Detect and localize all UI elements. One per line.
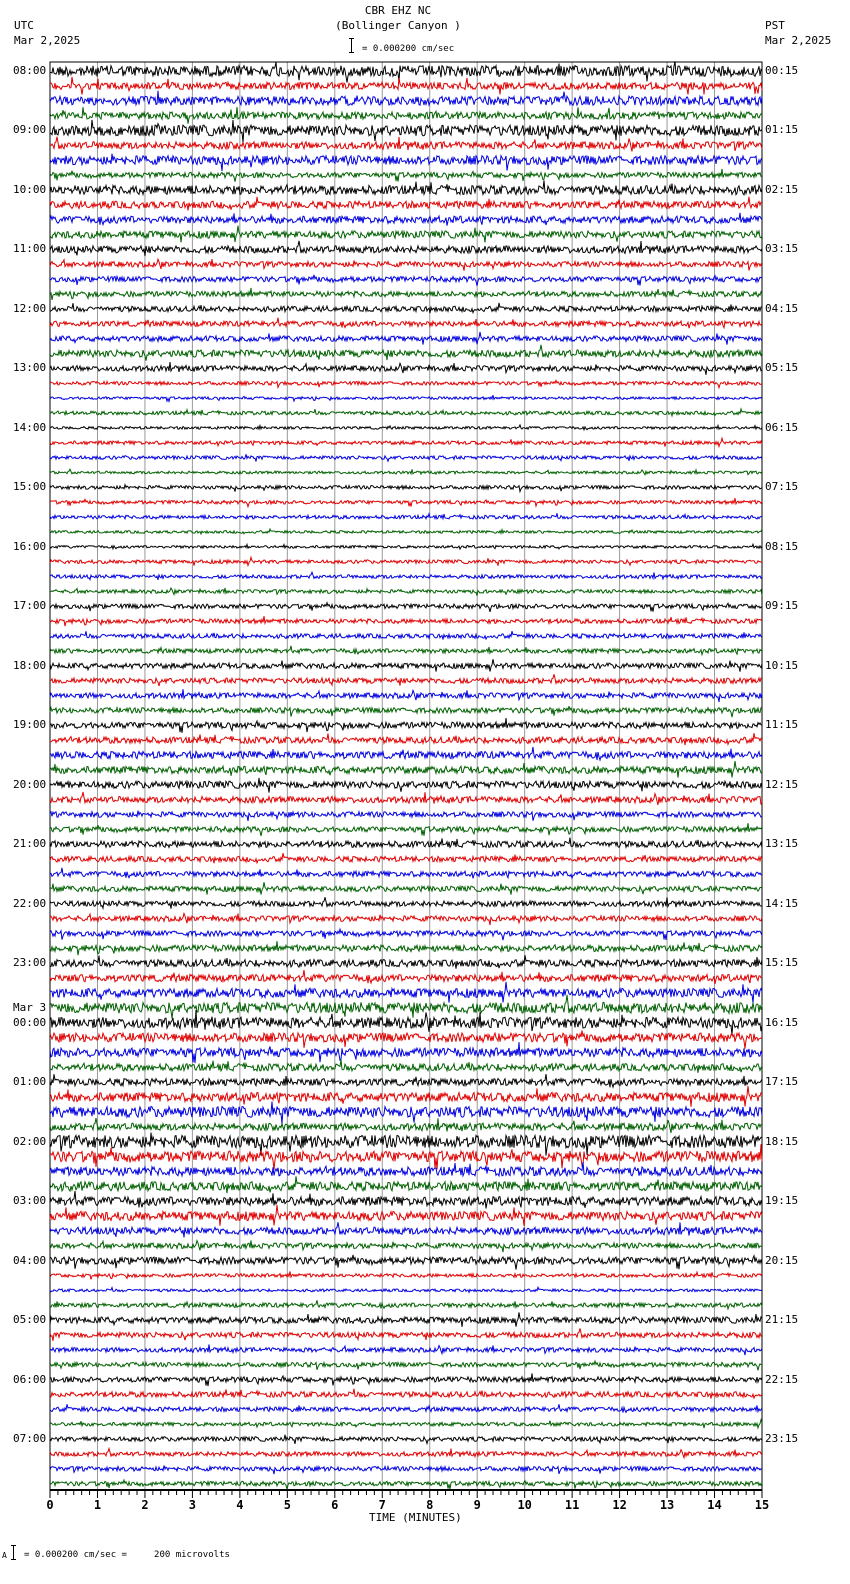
station-name: (Bollinger Canyon )	[335, 19, 461, 32]
seismic-trace	[50, 588, 762, 596]
right-timezone: PST	[765, 19, 785, 32]
utc-hour-label: 23:00	[13, 956, 47, 970]
seismic-trace	[50, 1449, 762, 1458]
pst-hour-label: 12:15	[765, 777, 799, 791]
x-tick-label: 7	[378, 1498, 386, 1512]
seismic-trace	[50, 689, 762, 702]
seismic-trace	[50, 1328, 762, 1340]
x-tick-label: 13	[659, 1498, 675, 1512]
seismic-trace	[50, 425, 762, 430]
seismic-trace	[50, 929, 762, 940]
pst-hour-label: 00:15	[765, 64, 799, 77]
seismic-trace	[50, 303, 762, 313]
pst-hour-label: 17:15	[765, 1075, 799, 1089]
seismic-trace	[50, 345, 762, 361]
seismic-trace	[50, 438, 762, 446]
utc-hour-label: 07:00	[13, 1432, 47, 1446]
utc-hour-label: 09:00	[13, 123, 47, 137]
pst-hour-label: 20:15	[765, 1253, 799, 1267]
seismic-trace	[50, 747, 762, 760]
seismic-trace	[50, 1345, 762, 1356]
pst-hour-label: 21:15	[765, 1313, 799, 1327]
date-change-label: Mar 3	[13, 1000, 47, 1014]
pst-hour-label: 02:15	[765, 182, 799, 196]
x-tick-label: 10	[517, 1498, 532, 1512]
utc-hour-label: 10:00	[13, 182, 47, 196]
seismic-trace	[50, 226, 762, 243]
right-date: Mar 2,2025	[765, 34, 832, 47]
seismic-trace	[50, 1176, 762, 1193]
utc-hour-label: 15:00	[13, 480, 47, 494]
seismic-trace	[50, 659, 762, 672]
seismic-trace	[50, 137, 762, 152]
pst-hour-label: 22:15	[765, 1372, 799, 1386]
pst-hour-label: 16:15	[765, 1015, 799, 1029]
seismic-trace	[50, 1287, 762, 1292]
seismic-trace	[50, 838, 762, 848]
seismic-trace	[50, 913, 762, 925]
seismic-trace	[50, 631, 762, 639]
seismic-trace	[50, 1074, 762, 1087]
pst-hour-label: 13:15	[765, 837, 799, 851]
seismic-trace	[50, 380, 762, 387]
seismic-trace	[50, 1389, 762, 1399]
x-tick-label: 12	[612, 1498, 627, 1512]
x-tick-label: 5	[283, 1498, 291, 1512]
seismic-trace	[50, 1144, 762, 1170]
x-tick-label: 3	[188, 1498, 197, 1512]
seismic-trace	[50, 811, 762, 821]
seismic-trace	[50, 1312, 762, 1326]
seismic-trace	[50, 529, 762, 534]
seismic-trace	[50, 318, 762, 329]
seismic-trace	[50, 169, 762, 182]
seismic-trace	[50, 454, 762, 461]
seismic-trace	[50, 91, 762, 105]
seismic-trace	[50, 995, 762, 1019]
utc-hour-label: 01:00	[13, 1075, 47, 1089]
seismic-trace	[50, 1373, 762, 1386]
seismic-trace	[50, 1404, 762, 1412]
x-tick-label: 9	[473, 1498, 481, 1512]
seismic-trace	[50, 395, 762, 401]
seismic-trace	[50, 1420, 762, 1428]
seismic-trace	[50, 853, 762, 863]
utc-hour-label: 05:00	[13, 1313, 47, 1327]
station-title: CBR EHZ NC	[364, 4, 432, 17]
x-tick-label: 4	[236, 1498, 244, 1512]
x-tick-label: 6	[331, 1498, 339, 1512]
utc-hour-label: 18:00	[13, 658, 47, 672]
utc-hour-label: 14:00	[13, 420, 47, 434]
x-tick-label: 0	[46, 1498, 54, 1512]
seismic-trace	[50, 718, 762, 733]
seismic-trace	[50, 1060, 762, 1073]
seismic-trace	[50, 1435, 762, 1444]
seismic-trace	[50, 1162, 762, 1176]
x-tick-label: 8	[426, 1498, 434, 1512]
seismic-trace	[50, 61, 762, 82]
seismic-trace	[50, 1271, 762, 1279]
seismic-trace	[50, 180, 762, 194]
seismic-trace	[50, 1102, 762, 1124]
pst-hour-label: 05:15	[765, 361, 799, 375]
utc-hour-label: 02:00	[13, 1134, 47, 1148]
seismic-trace	[50, 498, 762, 507]
seismic-trace	[50, 362, 762, 375]
seismic-trace	[50, 485, 762, 492]
pst-hour-label: 06:15	[765, 420, 799, 434]
seismic-trace	[50, 1030, 762, 1048]
seismic-trace	[50, 792, 762, 805]
seismic-trace	[50, 1300, 762, 1309]
utc-hour-label: 06:00	[13, 1372, 47, 1386]
seismic-trace	[50, 213, 762, 226]
utc-hour-label: 08:00	[13, 64, 47, 77]
seismic-trace	[50, 603, 762, 612]
seismic-trace	[50, 1191, 762, 1209]
seismic-trace	[50, 1042, 762, 1063]
utc-hour-label: 16:00	[13, 539, 47, 553]
seismic-trace	[50, 275, 762, 286]
seismic-trace	[50, 1480, 762, 1489]
pst-hour-label: 19:15	[765, 1194, 799, 1208]
left-date: Mar 2,2025	[14, 34, 81, 47]
seismic-trace	[50, 288, 762, 300]
seismic-trace	[50, 882, 762, 895]
utc-hour-label: 00:00	[13, 1015, 47, 1029]
seismic-trace	[50, 154, 762, 171]
footer-scale-bar-icon	[10, 1545, 17, 1560]
scale-text: = 0.000200 cm/sec	[362, 44, 455, 54]
pst-hour-label: 07:15	[765, 480, 799, 494]
utc-hour-label: 03:00	[13, 1194, 47, 1208]
seismic-trace	[50, 1255, 762, 1270]
pst-hour-label: 08:15	[765, 539, 799, 553]
seismic-trace	[50, 1466, 762, 1475]
footer-prefix: A	[2, 1551, 7, 1560]
x-tick-label: 15	[754, 1498, 770, 1512]
seismic-trace	[50, 1222, 762, 1237]
utc-hour-label: 13:00	[13, 361, 47, 375]
utc-hour-label: 12:00	[13, 301, 47, 315]
seismic-trace	[50, 616, 762, 626]
seismic-trace	[50, 557, 762, 565]
seismic-trace	[50, 897, 762, 909]
seismic-trace	[50, 572, 762, 580]
pst-hour-label: 23:15	[765, 1432, 799, 1446]
pst-hour-label: 10:15	[765, 658, 799, 672]
x-tick-label: 11	[564, 1498, 580, 1512]
utc-hour-label: 22:00	[13, 896, 47, 910]
seismic-trace	[50, 1241, 762, 1253]
pst-hour-label: 14:15	[765, 896, 799, 910]
seismic-trace	[50, 706, 762, 717]
pst-hour-label: 11:15	[765, 718, 799, 732]
seismic-trace	[50, 970, 762, 984]
seismic-trace	[50, 982, 762, 1003]
seismic-trace	[50, 469, 762, 475]
seismic-trace	[50, 77, 762, 95]
seismic-trace	[50, 823, 762, 836]
seismic-trace	[50, 778, 762, 793]
seismic-trace	[50, 107, 762, 124]
x-tick-label: 14	[707, 1498, 722, 1512]
seismic-trace	[50, 733, 762, 745]
x-tick-label: 1	[93, 1498, 102, 1512]
seismic-trace	[50, 1361, 762, 1370]
seismic-trace	[50, 941, 762, 955]
seismic-trace	[50, 513, 762, 519]
utc-hour-label: 11:00	[13, 242, 47, 256]
pst-hour-label: 18:15	[765, 1134, 799, 1148]
seismic-trace	[50, 761, 762, 778]
seismic-trace	[50, 241, 762, 256]
seismic-trace	[50, 674, 762, 686]
seismic-trace	[50, 332, 762, 345]
seismic-trace	[50, 197, 762, 211]
pst-hour-label: 01:15	[765, 123, 799, 137]
seismic-trace	[50, 1010, 762, 1035]
pst-hour-label: 04:15	[765, 301, 799, 315]
pst-hour-label: 03:15	[765, 242, 799, 256]
seismic-trace	[50, 120, 762, 142]
seismic-trace	[50, 646, 762, 655]
x-tick-label: 2	[141, 1498, 149, 1512]
footer-scale-text: = 0.000200 cm/sec = 200 microvolts	[24, 1550, 230, 1560]
utc-hour-label: 20:00	[13, 777, 47, 791]
utc-hour-label: 04:00	[13, 1253, 47, 1267]
x-axis-label: TIME (MINUTES)	[369, 1511, 462, 1524]
seismic-trace	[50, 259, 762, 271]
seismic-trace	[50, 544, 762, 549]
utc-hour-label: 21:00	[13, 837, 47, 851]
seismic-trace	[50, 1086, 762, 1107]
seismic-trace	[50, 1205, 762, 1226]
utc-hour-label: 19:00	[13, 718, 47, 732]
left-timezone: UTC	[14, 19, 34, 32]
pst-hour-label: 15:15	[765, 956, 799, 970]
utc-hour-label: 17:00	[13, 599, 47, 613]
pst-hour-label: 09:15	[765, 599, 799, 613]
seismic-trace	[50, 955, 762, 969]
seismic-trace	[50, 409, 762, 416]
seismic-trace	[50, 868, 762, 879]
